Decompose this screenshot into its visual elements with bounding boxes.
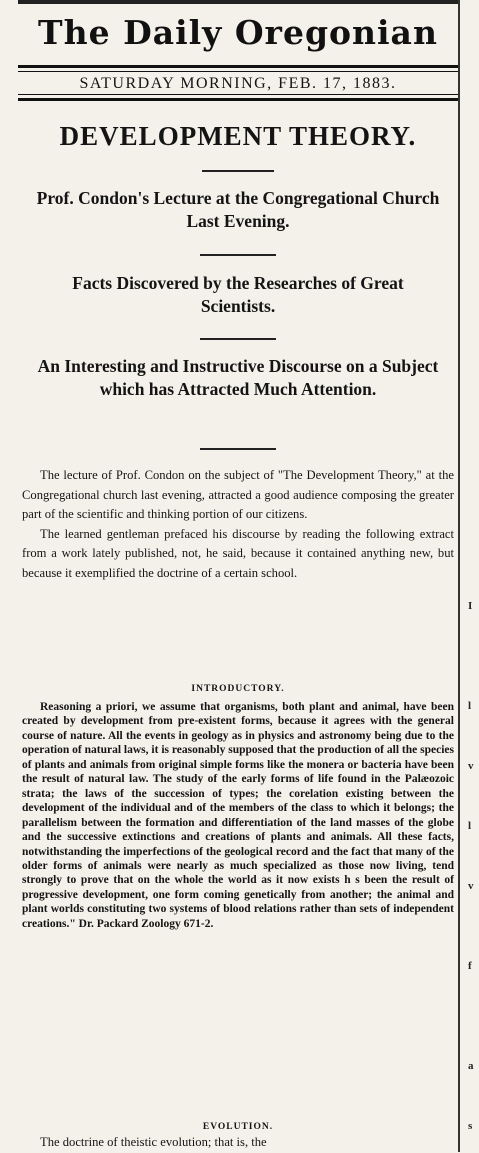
headline: DEVELOPMENT THEORY. [59, 121, 417, 151]
deck-1: Prof. Condon's Lecture at the Congregational Church Last Evening. [36, 188, 440, 231]
paragraph: Reasoning a priori, we assume that organisms, both plant and animal, have been created by development from pre-existent forms, because it agrees with the general course of nature. All the events in geology as in physics and astronomy being due to the operation of natural laws, it is reasonably supposed that the production of all the species of plants and animals from original simple forms like the monera or bacteria have been the result of natural law. The study of the early forms of life found in the Palæozoic strata; the laws of the succession of types; the corelation existing between the development of the individual and of the members of the class to which it belongs; the parallelism between the formation and differentiation of the land masses of the globe and the successive extinctions and creations of plants and animals. All these facts, notwithstanding the imperfections of the geological record and the fact that many of the older forms of animals were nearly as much specialized as those now living, tend strongly to prove that on the whole the world as it now exists h s been the result of progressive development, one form coming genetically from another; the animal and plant worlds constituting two systems of blood relations rather than sets of independent creations." Dr. Packard Zoology 671-2. [22, 701, 454, 930]
divider-rule [200, 448, 276, 450]
deck-2: Facts Discovered by the Researches of Great Scientists. [72, 273, 404, 316]
divider-rule [202, 170, 274, 172]
lead-paragraphs [22, 466, 454, 583]
top-rule [18, 0, 458, 4]
divider-rule [200, 338, 276, 340]
column-rule [458, 0, 460, 1152]
subheading-introductory: INTRODUCTORY. [191, 684, 285, 694]
paragraph: The lecture of Prof. Condon on the subject of "The Development Theory," at the Congregational church last evening, attracted a good audience composing the greater part of the scientific and thinking portion of our citizens. [22, 468, 454, 521]
divider-rule [200, 254, 276, 256]
subheading-evolution: EVOLUTION. [202, 1122, 274, 1132]
deck-3: An Interesting and Instructive Discourse on a Subject which has Attracted Much Attention. [37, 356, 439, 399]
quoted-extract [22, 700, 454, 931]
masthead: The Daily Oregonian [38, 13, 438, 52]
paragraph: The doctrine of theistic evolution; that is, the [40, 1135, 267, 1149]
closing-paragraph [22, 1133, 454, 1153]
paragraph: The learned gentleman prefaced his discourse by reading the following extract from a work lately published, not, he said, because it contained anything new, but because it exemplified the doctrine of a certain school. [22, 526, 454, 580]
dateline-bar [18, 65, 458, 101]
dateline: SATURDAY MORNING, FEB. 17, 1883. [18, 71, 458, 95]
adjacent-column-fragment: I l v l v f a s [468, 600, 474, 1132]
